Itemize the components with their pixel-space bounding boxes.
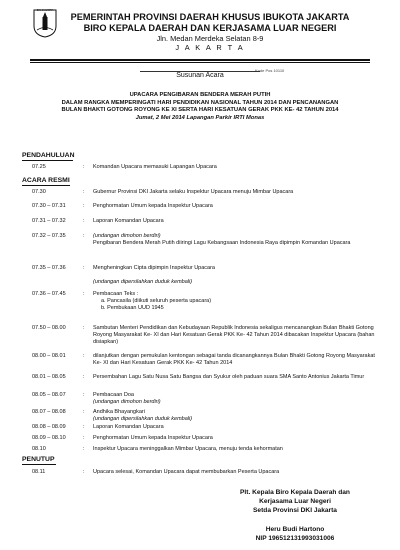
row-separator: : <box>83 203 85 209</box>
row-activity: Komandan Upacara memasuki Lapangan Upacara <box>93 164 217 170</box>
section-acara-resmi: ACARA RESMI <box>22 177 70 184</box>
row-time: 07.32 – 07.35 <box>32 233 66 239</box>
row-time: 08.00 – 08.01 <box>32 353 66 359</box>
row-time: 07.50 – 08.00 <box>32 325 66 331</box>
row-time: 08.05 – 08.07 <box>32 392 66 398</box>
event-title-line: DALAM RANGKA MEMPERINGATI HARI PENDIDIKAN NASIONAL TAHUN 2014 DAN PENCANANGAN <box>61 99 339 106</box>
row-separator: : <box>83 353 85 359</box>
letterhead-rule-thick <box>30 59 370 61</box>
row-activity: Pengibaran Bendera Merah Putih diiringi Lagu Kebangsaan Indonesia Raya dipimpin Komandan Upacara <box>93 240 351 247</box>
row-activity-block <box>93 409 378 423</box>
row-activity: Andhika Bhayangkari <box>93 409 145 415</box>
letterhead-address: Jln. Medan Merdeka Selatan 8-9 <box>156 34 264 43</box>
row-time: 08.07 – 08.08 <box>32 409 66 415</box>
event-title-line: BULAN BHAKTI GOTONG ROYONG KE XI SERTA HARI KESATUAN GERAK PKK KE- 42 TAHUN 2014 <box>61 107 339 114</box>
row-separator: : <box>83 392 85 398</box>
row-separator: : <box>83 233 85 239</box>
row-separator: : <box>83 189 85 195</box>
row-separator: : <box>83 446 85 452</box>
row-separator: : <box>83 325 85 331</box>
signatory-title: Kerjasama Luar Negeri <box>259 498 331 505</box>
row-activity: Penghormatan Umum kepada Inspektur Upacara <box>93 435 213 441</box>
row-time: 08.01 – 08.05 <box>32 374 66 380</box>
row-activity: Laporan Komandan Upacara <box>93 218 164 224</box>
row-activity: dilanjutkan dengan pemukulan kentongan sebagai tanda dicanangkannya Bulan Bhakti Gotong Royong Masyarakat Ke- XI dan Hari Kesatuan Gerak PKK Ke- 42 Tahun 2014 <box>93 353 375 367</box>
signature-block <box>210 488 380 515</box>
row-separator: : <box>83 424 85 430</box>
emblem-text: DKI JAKARTA <box>36 9 54 12</box>
row-time: 08.10 <box>32 446 46 452</box>
postal-code: Kode Pos 10110 <box>255 68 285 73</box>
letterhead-city: J A K A R T A <box>175 43 245 52</box>
row-activity-block <box>93 291 378 313</box>
row-separator: : <box>83 469 85 475</box>
letterhead-bureau: BIRO KEPALA DAERAH DAN KERJASAMA LUAR NEGERI <box>83 23 337 33</box>
row-time: 07.35 – 07.36 <box>32 265 66 271</box>
row-separator: : <box>83 218 85 224</box>
letterhead <box>60 12 360 52</box>
document-subtitle: Susunan Acara <box>176 72 224 79</box>
signatory <box>210 525 380 543</box>
row-activity-block <box>93 233 378 247</box>
signatory-nip: NIP 196512131993031006 <box>255 535 335 542</box>
row-activity: Gubernur Provinsi DKI Jakarta selaku Inspektur Upacara menuju Mimbar Upacara <box>93 189 294 195</box>
row-time: 08.09 – 08.10 <box>32 435 66 441</box>
row-activity: Pembacaan Doa <box>93 392 134 398</box>
section-underline <box>22 464 56 465</box>
row-activity: Penghormatan Umum kepada Inspektur Upacara <box>93 203 213 209</box>
signatory-title: Setda Provinsi DKI Jakarta <box>253 507 337 514</box>
row-activity: Mengheningkan Cipta dipimpin Inspektur Upacara <box>93 265 215 271</box>
event-date-venue: Jumat, 2 Mei 2014 Lapangan Parkir IRTI Monas <box>135 114 265 121</box>
row-activity: Pembacaan Teks : <box>93 291 139 297</box>
row-option: a. Pancasila (diikuti seluruh peserta upacara) <box>101 298 212 305</box>
row-activity: Persembahan Lagu Satu Nusa Satu Bangsa dan Syukur oleh paduan suara SMA Santo Antonius Jakarta Timur <box>93 374 365 380</box>
row-activity-block <box>93 265 378 287</box>
row-time: 07.30 <box>32 189 46 195</box>
row-time: 07.31 – 07.32 <box>32 218 66 224</box>
event-title <box>20 92 380 122</box>
row-separator: : <box>83 409 85 415</box>
row-time: 07.25 <box>32 164 46 170</box>
row-separator: : <box>83 164 85 170</box>
row-activity-block <box>93 392 378 406</box>
row-note: (undangan dipersilahkan duduk kembali) <box>93 279 193 286</box>
row-time: 07.30 – 07.31 <box>32 203 66 209</box>
section-underline <box>22 160 73 161</box>
row-note: (undangan dimohon berdiri) <box>93 399 161 406</box>
row-separator: : <box>83 291 85 297</box>
row-note: (undangan dimohon berdiri) <box>93 233 161 239</box>
letterhead-government: PEMERINTAH PROVINSI DAERAH KHUSUS IBUKOTA JAKARTA <box>70 12 350 22</box>
event-title-line: UPACARA PENGIBARAN BENDERA MERAH PUTIH <box>129 92 271 98</box>
row-separator: : <box>83 374 85 380</box>
letterhead-rule-thin <box>30 62 370 63</box>
section-pendahuluan: PENDAHULUAN <box>22 152 75 159</box>
row-note: (undangan dipersilahkan duduk kembali) <box>93 416 193 423</box>
row-activity: Inspektur Upacara meninggalkan Mimbar Upacara, menuju tenda kehormatan <box>93 446 283 452</box>
row-activity: Upacara selesai, Komandan Upacara dapat membubarkan Peserta Upacara <box>93 469 280 475</box>
row-separator: : <box>83 435 85 441</box>
row-option: b. Pembukaan UUD 1945 <box>101 305 164 312</box>
row-time: 07.36 – 07.45 <box>32 291 66 297</box>
signatory-name: Heru Budi Hartono <box>265 526 325 533</box>
section-underline <box>22 185 70 186</box>
row-activity: Sambutan Menteri Pendidikan dan Kebudayaan Republik Indonesia sekaligus mencanangkan Bulan Bhakti Gotong Royong Masyarakat Ke- XI dan Hari Kesatuan Gerak PKK Ke- 42 Tahun 2014 dibacakan Inspektur Upacara (bahan disiapkan) <box>93 325 375 346</box>
row-separator: : <box>83 265 85 271</box>
signatory-title: Plt. Kepala Biro Kepala Daerah dan <box>240 489 350 496</box>
row-activity: Laporan Komandan Upacara <box>93 424 164 430</box>
dki-jakarta-emblem-icon <box>32 8 58 38</box>
row-time: 08.08 – 08.09 <box>32 424 66 430</box>
section-penutup: PENUTUP <box>22 456 55 463</box>
row-time: 08.11 <box>32 469 46 475</box>
